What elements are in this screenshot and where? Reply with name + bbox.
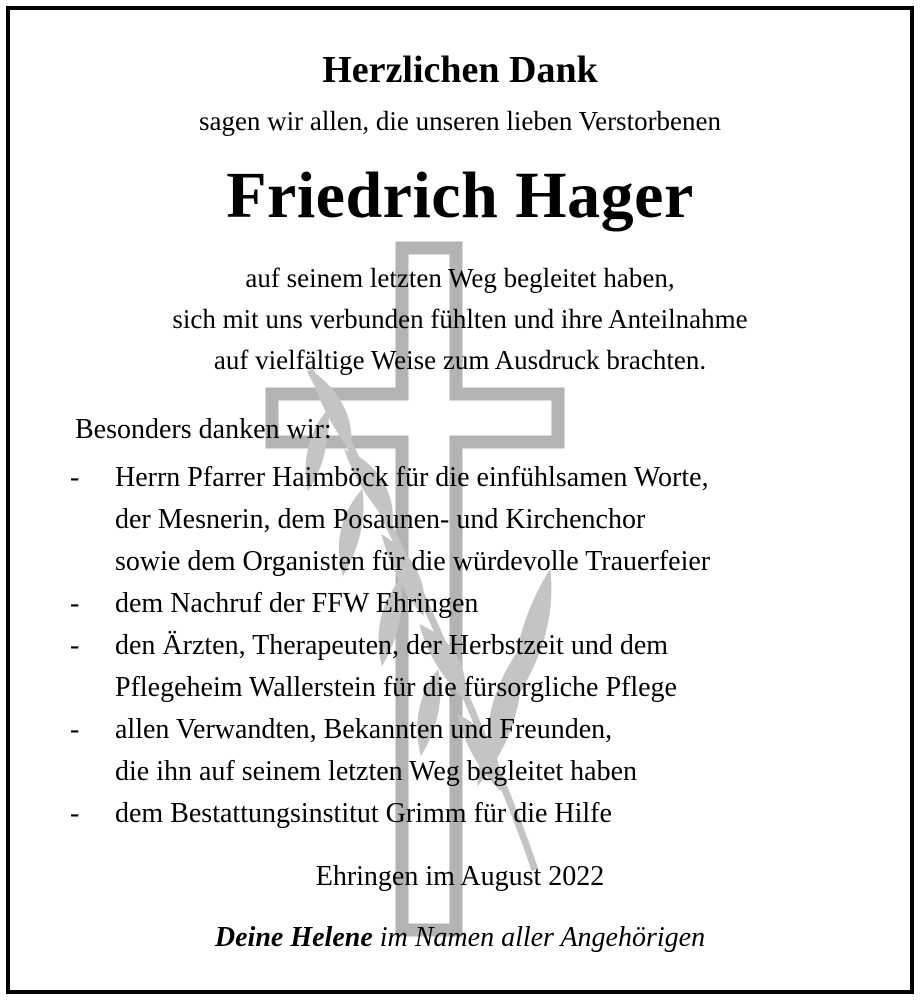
list-item — [70, 583, 710, 625]
list-item-line: Herrn Pfarrer Haimböck für die einfühlsamen Worte, — [115, 462, 709, 493]
list-item-line: den Ärzten, Therapeuten, der Herbstzeit und dem — [115, 630, 669, 661]
signature-name: Deine Helene — [214, 922, 373, 953]
list-dash: - — [70, 462, 80, 493]
list-item-line: Pflegeheim Wallerstein für die fürsorgliche Pflege — [115, 672, 677, 703]
signature-rest: im Namen aller Angehörigen — [372, 922, 706, 953]
thanks-line: sich mit uns verbunden fühlten und ihre Anteilnahme — [172, 304, 748, 334]
list-dash: - — [70, 588, 80, 619]
signature-line — [10, 922, 910, 954]
place-and-date: Ehringen im August 2022 — [315, 861, 605, 892]
list-item — [70, 709, 710, 793]
list-item-line: die ihn auf seinem letzten Weg begleitet haben — [115, 756, 638, 787]
deceased-name: Friedrich Hager — [226, 159, 694, 232]
list-item-line: der Mesnerin, dem Posaunen- und Kirchenchor — [115, 504, 646, 535]
obituary-notice — [6, 6, 914, 994]
thanks-line: auf vielfältige Weise zum Ausdruck brachten. — [213, 345, 707, 375]
list-item-line: dem Nachruf der FFW Ehringen — [115, 588, 479, 619]
list-dash: - — [70, 630, 80, 661]
list-item-line: sowie dem Organisten für die würdevolle Trauerfeier — [115, 546, 711, 577]
thanks-list — [70, 457, 710, 835]
list-item — [70, 457, 710, 583]
thanks-paragraph — [10, 258, 910, 381]
notice-content — [10, 10, 910, 990]
intro-text: sagen wir allen, die unseren lieben Verstorbenen — [198, 106, 722, 136]
list-item-line: dem Bestattungsinstitut Grimm für die Hilfe — [115, 798, 612, 829]
thanks-line: auf seinem letzten Weg begleitet haben, — [245, 263, 675, 293]
list-item-line: allen Verwandten, Bekannten und Freunden, — [115, 714, 613, 745]
list-item — [70, 793, 710, 835]
notice-heading: Herzlichen Dank — [322, 49, 598, 91]
list-item — [70, 625, 710, 709]
list-dash: - — [70, 798, 80, 829]
list-dash: - — [70, 714, 80, 745]
special-thanks-title: Besonders danken wir: — [75, 414, 332, 445]
